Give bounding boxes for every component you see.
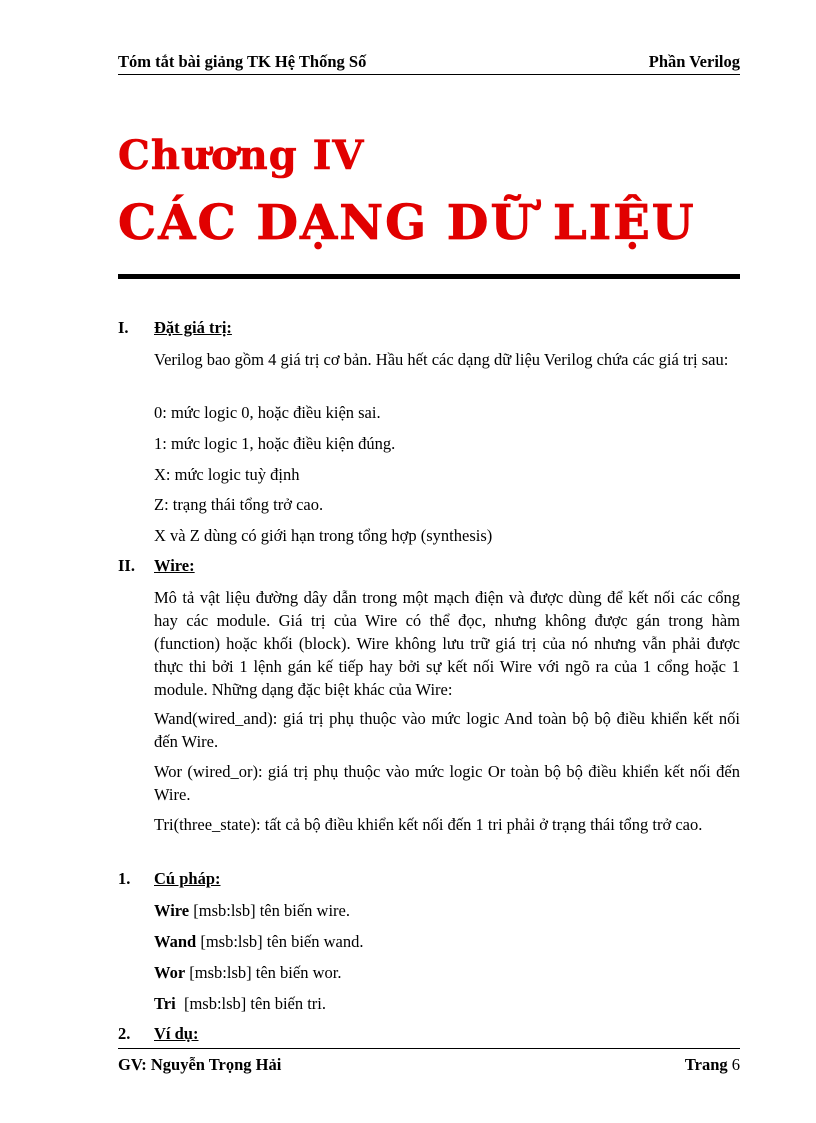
- section-title: Đặt giá trị:: [154, 318, 232, 337]
- syntax-text: [msb:lsb] tên biến tri.: [175, 994, 327, 1013]
- syntax-keyword: Wor: [154, 963, 186, 982]
- footer-page-number: 6: [731, 1055, 740, 1074]
- syntax-keyword: Tri: [154, 994, 176, 1013]
- footer-author: GV: Nguyễn Trọng Hải: [118, 1055, 282, 1074]
- syntax-keyword: Wire: [154, 901, 190, 920]
- section-number: I.: [118, 318, 129, 337]
- chapter-title: CÁC DẠNG DỮ LIỆU: [118, 195, 696, 251]
- syntax-text: [msb:lsb] tên biến wire.: [189, 901, 350, 920]
- paragraph: Wor (wired_or): giá trị phụ thuộc vào mức logic Or toàn bộ bộ điều khiển kết nối đến Wire.: [154, 762, 740, 804]
- section-title: Cú pháp:: [154, 869, 221, 888]
- paragraph: Z: trạng thái tổng trở cao.: [154, 495, 324, 514]
- paragraph: 0: mức logic 0, hoặc điều kiện sai.: [154, 403, 381, 422]
- footer-page-label: Trang: [684, 1055, 728, 1074]
- section-number: II.: [118, 556, 135, 575]
- paragraph: Mô tả vật liệu đường dây dẫn trong một mạch điện và được dùng để kết nối các cổng hay các module. Giá trị của Wire có thể đọc, nhưng không được gán trong hàm (function) hoặc khối (block). Wire không lưu trữ giá trị của nó nhưng vẫn phải được thực thi bởi 1 lệnh gán kế tiếp hay bởi sự kết nối Wire với ngõ ra của 1 cổng hoặc 1 module. Những dạng đặc biệt khác của Wire:: [154, 588, 740, 699]
- page-footer: [118, 1048, 740, 1074]
- syntax-line: [154, 961, 740, 984]
- section-title: Ví dụ:: [154, 1024, 199, 1043]
- paragraph: Tri(three_state): tất cả bộ điều khiển kết nối đến 1 tri phải ở trạng thái tổng trở cao.: [154, 815, 703, 834]
- paragraph: 1: mức logic 1, hoặc điều kiện đúng.: [154, 434, 396, 453]
- paragraph: X và Z dùng có giới hạn trong tổng hợp (synthesis): [154, 526, 493, 545]
- header-course-title: Tóm tắt bài giảng TK Hệ Thống Số: [118, 52, 367, 71]
- header-section-name: Phần Verilog: [648, 52, 740, 71]
- syntax-text: [msb:lsb] tên biến wand.: [196, 932, 364, 951]
- syntax-line: [154, 930, 740, 953]
- footer-page: [685, 1055, 740, 1075]
- document-page: [118, 0, 740, 1123]
- title-divider: [118, 274, 740, 279]
- paragraph: Wand(wired_and): giá trị phụ thuộc vào mức logic And toàn bộ bộ điều khiển kết nối đến Wire.: [154, 709, 740, 751]
- syntax-line: [154, 992, 740, 1015]
- syntax-text: [msb:lsb] tên biến wor.: [185, 963, 342, 982]
- paragraph: Verilog bao gồm 4 giá trị cơ bản. Hầu hết các dạng dữ liệu Verilog chứa các giá trị sau:: [154, 350, 729, 369]
- chapter-label: Chương IV: [118, 132, 365, 179]
- page-header: [118, 52, 740, 75]
- section-title: Wire:: [154, 556, 195, 575]
- syntax-keyword: Wand: [154, 932, 197, 951]
- paragraph: X: mức logic tuỳ định: [154, 465, 300, 484]
- section-number: 1.: [118, 869, 131, 888]
- syntax-line: [154, 899, 740, 922]
- section-number: 2.: [118, 1024, 131, 1043]
